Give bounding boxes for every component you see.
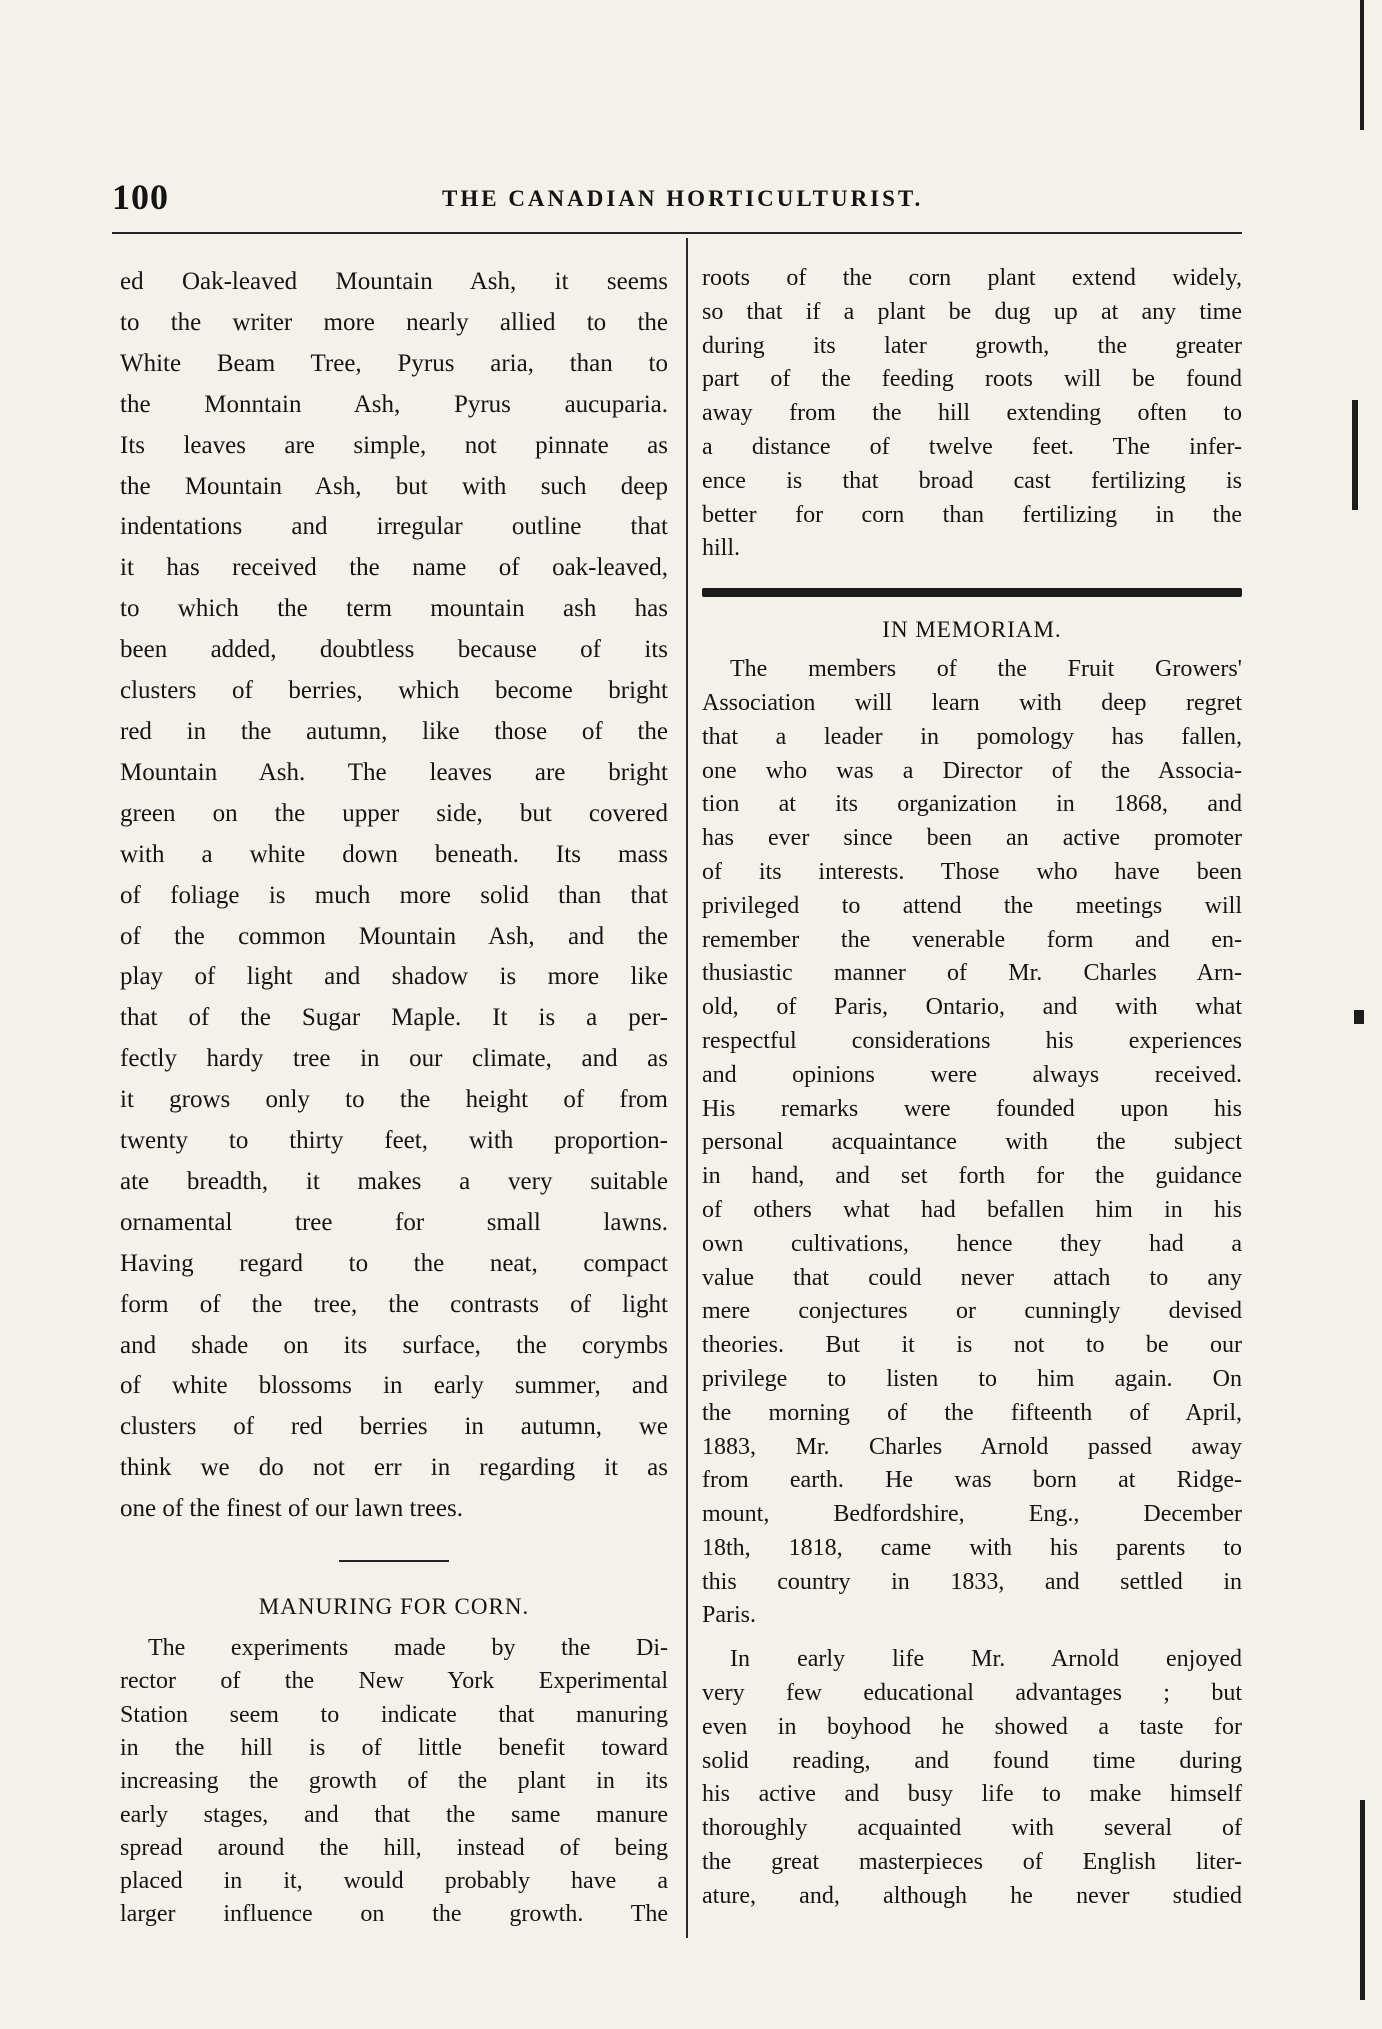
text-line: The members of the Fruit Growers' [730, 656, 1242, 683]
text-line: ature, and, although he never studied [702, 1882, 1242, 1909]
text-line: and opinions were always received. [702, 1061, 1242, 1088]
text-line: green on the upper side, but covered [120, 799, 668, 827]
text-line: spread around the hill, instead of being [120, 1834, 668, 1861]
text-line: clusters of red berries in autumn, we [120, 1413, 668, 1441]
text-line: His remarks were founded upon his [702, 1095, 1242, 1122]
text-line: thusiastic manner of Mr. Charles Arn- [702, 960, 1242, 987]
scan-edge-mark [1360, 0, 1364, 130]
text-line: in hand, and set forth for the guidance [702, 1163, 1242, 1190]
text-line: ornamental tree for small lawns. [120, 1208, 668, 1236]
text-line: his active and busy life to make himself [702, 1781, 1242, 1808]
page-header [112, 172, 1242, 232]
text-line: clusters of berries, which become bright [120, 677, 668, 705]
text-line: the morning of the fifteenth of April, [702, 1399, 1242, 1426]
text-line: it has received the name of oak-leaved, [120, 554, 668, 582]
left-column [120, 262, 668, 1932]
text-line: so that if a plant be dug up at any time [702, 298, 1242, 325]
text-line: roots of the corn plant extend widely, [702, 265, 1242, 291]
text-line: increasing the growth of the plant in its [120, 1768, 668, 1795]
text-line: the Mountain Ash, but with such deep [120, 472, 668, 500]
text-line: hill. [702, 535, 741, 562]
text-line: been added, doubtless because of its [120, 636, 668, 664]
text-line: tion at its organization in 1868, and [702, 791, 1242, 818]
text-line: of white blossoms in early summer, and [120, 1372, 668, 1400]
text-line: the great masterpieces of English liter- [702, 1849, 1242, 1876]
text-line: away from the hill extending often to [702, 400, 1242, 427]
text-line: the Monntain Ash, Pyrus aucuparia. [120, 390, 668, 418]
text-line: respectful considerations his experiences [702, 1027, 1242, 1054]
text-line: theories. But it is not to be our [702, 1332, 1242, 1359]
text-line: that of the Sugar Maple. It is a per- [120, 1004, 668, 1032]
text-line: play of light and shadow is more like [120, 963, 668, 991]
text-line: from earth. He was born at Ridge- [702, 1467, 1242, 1494]
text-line: mount, Bedfordshire, Eng., December [702, 1501, 1242, 1528]
text-line: solid reading, and found time during [702, 1747, 1242, 1774]
text-line: placed in it, would probably have a [120, 1868, 668, 1895]
text-line: of others what had befallen him in his [702, 1196, 1242, 1223]
text-line: with a white down beneath. Its mass [120, 840, 668, 868]
text-line: mere conjectures or cunningly devised [702, 1298, 1242, 1325]
memoriam-paragraph-1 [702, 653, 1242, 1633]
text-line: part of the feeding roots will be found [702, 366, 1242, 393]
text-line: even in boyhood he showed a taste for [702, 1713, 1242, 1740]
text-line: form of the tree, the contrasts of light [120, 1290, 668, 1318]
text-line: remember the venerable form and en- [702, 926, 1242, 953]
text-line: of foliage is much more solid than that [120, 881, 668, 909]
text-line: own cultivations, hence they had a [702, 1230, 1242, 1257]
text-line: one who was a Director of the Associa- [702, 757, 1242, 784]
running-head: THE CANADIAN HORTICULTURIST. [442, 186, 924, 211]
text-line: it grows only to the height of from [120, 1086, 668, 1114]
scan-edge-mark [1354, 1010, 1364, 1024]
text-line: twenty to thirty feet, with proportion- [120, 1127, 668, 1155]
text-line: Having regard to the neat, compact [120, 1249, 668, 1277]
manuring-for-corn-title: MANURING FOR CORN. [258, 1594, 530, 1620]
manuring-continuation-paragraph [702, 262, 1242, 566]
text-line: fectly hardy tree in our climate, and as [120, 1045, 668, 1073]
text-line: and shade on its surface, the corymbs [120, 1331, 668, 1359]
text-line: In early life Mr. Arnold enjoyed [730, 1646, 1242, 1673]
text-line: larger influence on the growth. The [120, 1901, 668, 1928]
text-line: ence is that broad cast fertilizing is [702, 467, 1242, 494]
text-line: Its leaves are simple, not pinnate as [120, 431, 668, 459]
text-line: red in the autumn, like those of the [120, 717, 668, 745]
text-line: Paris. [702, 1602, 756, 1629]
text-line: a distance of twelve feet. The infer- [702, 433, 1242, 460]
text-line: of its interests. Those who have been [702, 858, 1242, 885]
section-divider [339, 1560, 449, 1562]
scan-edge-mark [1360, 1800, 1365, 2000]
text-line: Station seem to indicate that manuring [120, 1701, 668, 1728]
text-line: to which the term mountain ash has [120, 595, 668, 623]
text-line: this country in 1833, and settled in [702, 1568, 1242, 1595]
text-line: one of the finest of our lawn trees. [120, 1495, 463, 1523]
text-line: of the common Mountain Ash, and the [120, 922, 668, 950]
text-line: has ever since been an active promoter [702, 825, 1242, 852]
text-line: White Beam Tree, Pyrus aria, than to [120, 349, 668, 377]
text-line: privileged to attend the meetings will [702, 892, 1242, 919]
scan-edge-mark [1352, 400, 1358, 510]
memoriam-paragraph-2 [702, 1643, 1242, 1913]
header-rule [112, 232, 1242, 234]
text-line: better for corn than fertilizing in the [702, 501, 1242, 528]
text-line: ed Oak-leaved Mountain Ash, it seems [120, 268, 668, 295]
text-line: to the writer more nearly allied to the [120, 308, 668, 336]
text-line: ate breadth, it makes a very suitable [120, 1167, 668, 1195]
in-memoriam-title: IN MEMORIAM. [882, 617, 1062, 643]
text-line: in the hill is of little benefit toward [120, 1734, 668, 1761]
text-line: 1883, Mr. Charles Arnold passed away [702, 1433, 1242, 1460]
text-line: that a leader in pomology has fallen, [702, 723, 1242, 750]
text-line: The experiments made by the Di- [148, 1635, 668, 1662]
text-line: very few educational advantages ; but [702, 1680, 1242, 1707]
page-number: 100 [112, 177, 169, 217]
text-line: think we do not err in regarding it as [120, 1454, 668, 1482]
manuring-paragraph [120, 1632, 668, 1932]
text-line: Association will learn with deep regret [702, 689, 1242, 716]
column-divider [686, 238, 688, 1938]
text-line: value that could never attach to any [702, 1264, 1242, 1291]
text-line: indentations and irregular outline that [120, 513, 668, 541]
text-line: personal acquaintance with the subject [702, 1129, 1242, 1156]
oak-leaved-mountain-ash-paragraph [120, 262, 668, 1530]
section-thick-rule [702, 588, 1242, 597]
text-line: rector of the New York Experimental [120, 1668, 668, 1695]
text-line: thoroughly acquainted with several of [702, 1815, 1242, 1842]
text-line: old, of Paris, Ontario, and with what [702, 994, 1242, 1021]
text-line: 18th, 1818, came with his parents to [702, 1534, 1242, 1561]
text-line: privilege to listen to him again. On [702, 1365, 1242, 1392]
right-column [702, 262, 1242, 1914]
text-line: early stages, and that the same manure [120, 1801, 668, 1828]
text-line: Mountain Ash. The leaves are bright [120, 758, 668, 786]
text-line: during its later growth, the greater [702, 332, 1242, 359]
